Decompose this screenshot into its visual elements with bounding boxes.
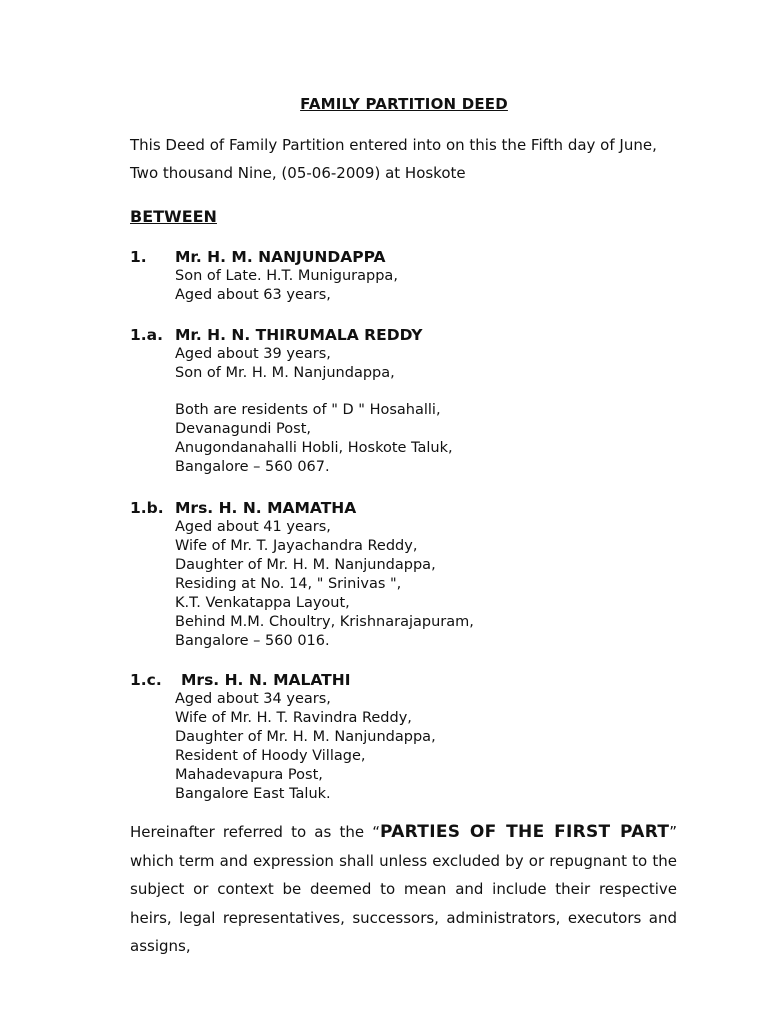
party-1c <box>130 670 690 804</box>
party-detail-line: Aged about 39 years, <box>175 346 331 362</box>
between-heading: BETWEEN <box>130 207 217 226</box>
party-detail-line: Aged about 34 years, <box>175 691 331 707</box>
address-line: Bangalore – 560 067. <box>175 459 330 475</box>
party-details <box>175 518 690 651</box>
party-name: Mrs. H. N. MAMATHA <box>175 499 357 517</box>
party-detail-line: Daughter of Mr. H. M. Nanjundappa, <box>175 557 436 573</box>
party-detail-line: K.T. Venkatappa Layout, <box>175 595 350 611</box>
parties-first-part-label: PARTIES OF THE FIRST PART <box>380 822 670 842</box>
intro-line-1: This Deed of Family Partition entered into on this the Fifth day of June, <box>130 136 657 154</box>
party-number: 1. <box>130 248 147 266</box>
party-details <box>175 690 690 804</box>
party-heading <box>130 670 690 690</box>
party-detail-line: Resident of Hoody Village, <box>175 748 366 764</box>
party-name: Mr. H. M. NANJUNDAPPA <box>175 248 386 266</box>
intro-line-2: Two thousand Nine, (05-06-2009) at Hoskote <box>130 164 466 182</box>
party-detail-line: Residing at No. 14, " Srinivas ", <box>175 576 402 592</box>
party-number: 1.b. <box>130 499 164 517</box>
party-heading <box>130 247 690 267</box>
party-detail-line: Son of Mr. H. M. Nanjundappa, <box>175 365 395 381</box>
party-name: Mrs. H. N. MALATHI <box>181 671 351 689</box>
party-details <box>175 345 690 477</box>
party-1 <box>130 247 690 305</box>
party-detail-line: Son of Late. H.T. Munigurappa, <box>175 268 398 284</box>
party-number: 1.a. <box>130 326 164 344</box>
party-1b <box>130 498 690 651</box>
party-details <box>175 267 690 305</box>
party-detail-line: Bangalore – 560 016. <box>175 633 330 649</box>
document-title: FAMILY PARTITION DEED <box>300 95 508 113</box>
party-heading <box>130 325 690 345</box>
party-detail-line: Aged about 63 years, <box>175 287 331 303</box>
address-line: Devanagundi Post, <box>175 421 312 437</box>
address-line: Both are residents of " D " Hosahalli, <box>175 402 441 418</box>
closing-text: which term and expression shall unless excluded by or repugnant to the subject or context be deemed to mean and include their respective heirs, legal representatives, successors, administrators, executors and assigns, <box>130 851 677 955</box>
party-detail-line: Daughter of Mr. H. M. Nanjundappa, <box>175 729 436 745</box>
party-detail-line: Aged about 41 years, <box>175 519 331 535</box>
party-number: 1.c. <box>130 671 162 689</box>
closing-suffix: ” <box>669 823 678 841</box>
party-1a <box>130 325 690 477</box>
party-detail-line: Wife of Mr. H. T. Ravindra Reddy, <box>175 710 412 726</box>
closing-prefix: Hereinafter referred to as the “ <box>130 823 381 841</box>
address-line: Anugondanahalli Hobli, Hoskote Taluk, <box>175 440 453 456</box>
party-detail-line: Behind M.M. Choultry, Krishnarajapuram, <box>175 614 474 630</box>
party-detail-line: Wife of Mr. T. Jayachandra Reddy, <box>175 538 418 554</box>
party-heading <box>130 498 690 518</box>
party-name: Mr. H. N. THIRUMALA REDDY <box>175 326 423 344</box>
intro-paragraph <box>130 131 690 187</box>
party-detail-line: Mahadevapura Post, <box>175 767 323 783</box>
party-detail-line: Bangalore East Taluk. <box>175 786 331 802</box>
closing-paragraph <box>130 818 677 961</box>
